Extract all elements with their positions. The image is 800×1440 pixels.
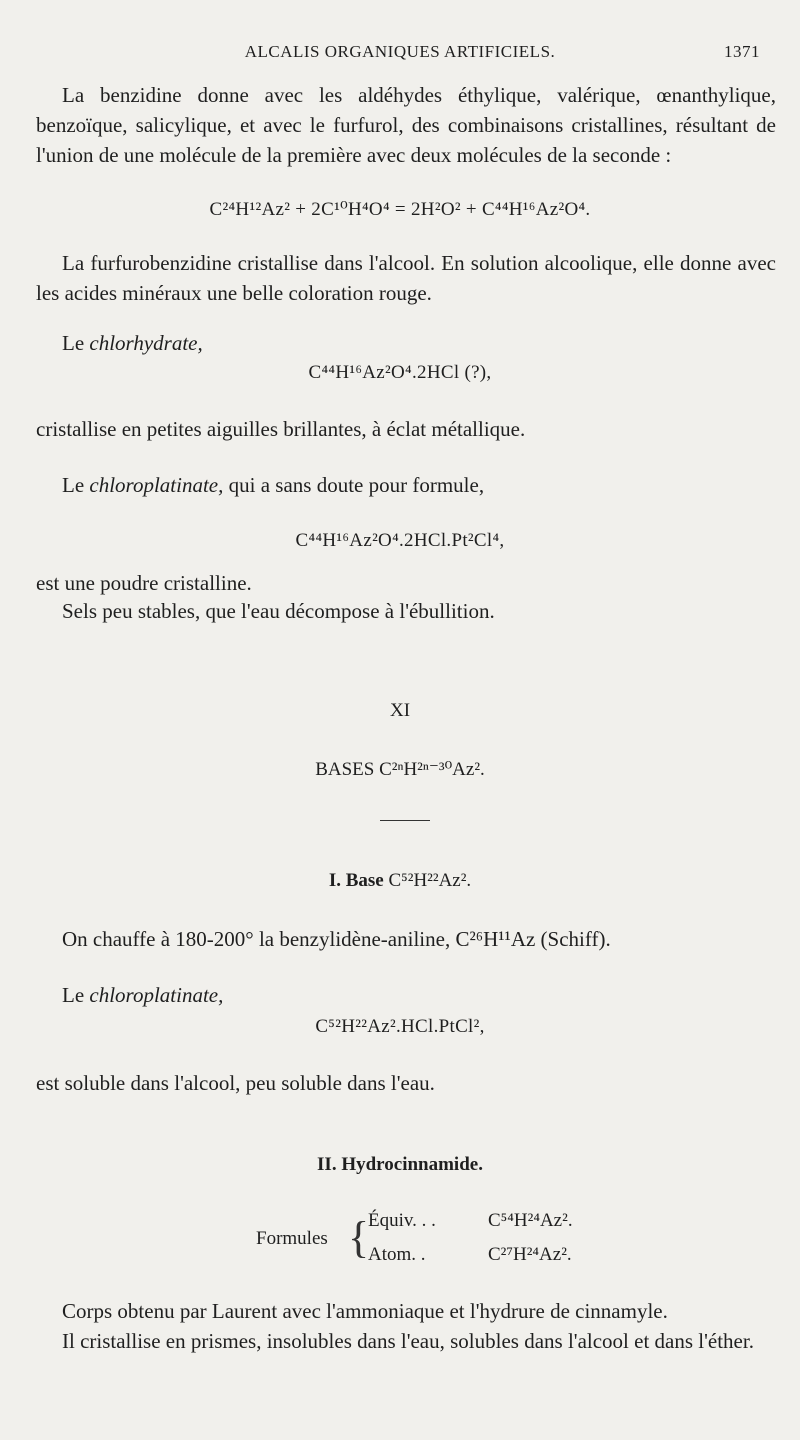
formula-reaction: C²⁴H¹²Az² + 2C¹⁰H⁴O⁴ = 2H²O² + C⁴⁴H¹⁶Az²O⁴.: [209, 199, 591, 220]
paragraph-sels: Sels peu stables, que l'eau décompose à l'ébullition.: [62, 599, 495, 623]
paragraph-prismes: Il cristallise en prismes, insolubles dans l'eau, solubles dans l'alcool et dans l'éther.: [62, 1329, 754, 1353]
section-number: XI: [389, 700, 411, 721]
formules-row-atom: Atom. . C²⁷H²⁴Az².: [368, 1244, 572, 1265]
brace-icon: {: [348, 1213, 370, 1262]
formules-row-equiv: Équiv. . . C⁵⁴H²⁴Az².: [368, 1210, 573, 1231]
chlorhydrate-line: Le chlorhydrate,: [62, 331, 203, 355]
chloroplatinate2-line: Le chloroplatinate,: [62, 983, 224, 1007]
chloroplatinate-term: chloroplatinate,: [89, 473, 224, 497]
paragraph-chauffe: On chauffe à 180-200° la benzylidène-aniline, C²⁶H¹¹Az (Schiff).: [62, 927, 611, 951]
chloroplatinate-line: Le chloroplatinate, qui a sans doute pour formule,: [62, 473, 485, 497]
chloroplatinate2-term: chloroplatinate,: [89, 983, 224, 1007]
running-title: ALCALIS ORGANIQUES ARTIFICIELS.: [244, 42, 556, 61]
subsection-base: I. Base C⁵²H²²Az².: [328, 870, 472, 891]
section-title: BASES C²ⁿH²ⁿ⁻³⁰Az².: [315, 759, 485, 780]
paragraph-benzidine: La benzidine donne avec les aldéhydes éthylique, valérique, œnanthylique, benzoïque, salicylique, et avec le furfurol, des combinaisons cristallines, résultant de l'union de une molécule de la première avec deux molécules de la seconde :: [36, 83, 776, 167]
running-header: [40, 42, 760, 68]
formula-chlorhydrate: C⁴⁴H¹⁶Az²O⁴.2HCl (?),: [308, 362, 492, 383]
subsection-hydrocinnamide: II. Hydrocinnamide.: [317, 1154, 483, 1175]
section-divider: [380, 820, 430, 821]
formula-chloroplatinate2: C⁵²H²²Az².HCl.PtCl²,: [315, 1016, 485, 1037]
paragraph-furfurobenzidine: La furfurobenzidine cristallise dans l'alcool. En solution alcoolique, elle donne avec les acides minéraux une belle coloration rouge.: [36, 251, 776, 305]
paragraph-laurent: Corps obtenu par Laurent avec l'ammoniaque et l'hydrure de cinnamyle.: [62, 1299, 668, 1323]
formula-chloroplatinate: C⁴⁴H¹⁶Az²O⁴.2HCl.Pt²Cl⁴,: [295, 530, 505, 551]
paragraph-poudre: est une poudre cristalline.: [36, 571, 252, 595]
paragraph-soluble: est soluble dans l'alcool, peu soluble dans l'eau.: [36, 1071, 435, 1095]
paragraph-crystallise: cristallise en petites aiguilles brillantes, à éclat métallique.: [36, 417, 526, 441]
chlorhydrate-term: chlorhydrate,: [89, 331, 203, 355]
formules-label: Formules: [256, 1228, 328, 1249]
page-number: 1371: [724, 42, 760, 61]
